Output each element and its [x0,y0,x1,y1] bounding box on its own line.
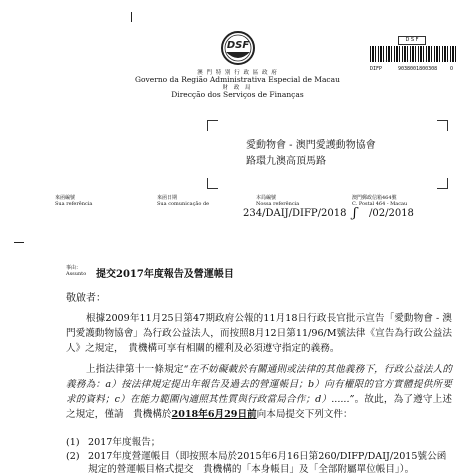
p2-mid: 。故此，為了遵守上述之規定，僅請 貴機構於 [66,394,452,420]
window-corner-br [437,178,448,189]
recipient-block [246,138,446,170]
dept-name-zh: 財 政 局 [222,84,253,91]
item-2-num: (2) [66,451,80,462]
our-ref-value: 234/DAIJ/DIFP/2018 [243,208,347,219]
doc-suffix: O [450,66,454,72]
ref-ours: 本局編號 Nossa referência [256,195,300,207]
barcode-label: D S F [405,37,419,43]
gov-name-zh: 澳 門 特 別 行 政 區 政 府 [197,70,278,76]
window-corner-tl [207,120,218,131]
paragraph-2 [66,362,452,422]
ref-your: 來函編號 Sua referência [55,195,93,207]
logo-text: DSF [226,40,250,51]
p2-intro: 上指法律第十一條規定 [86,364,184,375]
p2-deadline: 2018年6月29日前 [171,409,257,420]
signature-mark: ʃ [353,206,357,221]
item-2 [66,450,452,476]
paragraph-1: 根據2009年11月25日第47期政府公報的11月18日行政長官批示宣告「愛動物會 - 澳門愛護動物協會」為行政公益法人，而按照8月12日第11/96/M號法律《宣告為行政公益法人》之規定， 貴機構可享有相關的權利及必須遵守指定的義務。 [66,313,452,354]
fold-mark [131,12,132,22]
ref-comm: 來函日期 Sua comunicação de [157,195,210,207]
doc-code: DIFP [370,66,383,72]
p2-quote: “在不妨礙載於有關通則或法律的其他義務下，行政公益法人的義務為：a）按法律規定提出年報告及過去的營運帳目；b）向有權限的官方實體提供所要求的資料；c）在能力範圍內適照其性質與行政當局合作；d）......” [66,364,452,405]
gov-name-pt: Governo da Região Administrativa Especial de Macau [135,75,340,85]
date-value: /02/2018 [369,208,414,219]
subject-label: 事由： Assunto [66,265,87,277]
margin-mark [14,242,24,243]
salutation: 敬啟者： [66,293,106,304]
gov-header [130,70,345,100]
item-1 [66,436,452,449]
barcode-block [366,30,461,75]
item-1-text: 2017年度報告； [88,437,161,448]
item-2-text: 2017年度營運帳目（即按照本局於2015年6月16日第260/DIFP/DAIJ/2015號公函規定的營運帳目格式提交 貴機構的「本身帳目」及「全部附屬單位帳目」）。 [88,451,447,475]
dsf-logo [220,30,256,66]
doc-number: 9038001800308 [398,66,438,72]
window-corner-tr [437,120,448,131]
item-1-num: (1) [66,437,80,448]
recipient-name: 愛動物會 - 澳門愛護動物協會 [246,140,376,151]
barcode [370,46,456,62]
subject-text: 提交2017年度報告及營運帳目 [96,269,234,280]
barcode-label-box [398,36,426,45]
window-corner-bl [207,178,218,189]
recipient-address: 路環九澳高頂馬路 [246,156,326,167]
p2-end: 向本局提交下列文件： [256,409,353,420]
ref-postbox: 澳門郵政信箱464號 C. Postal 464 - Macau [352,195,408,207]
dept-name-pt: Direcção dos Serviços de Finanças [171,90,304,100]
